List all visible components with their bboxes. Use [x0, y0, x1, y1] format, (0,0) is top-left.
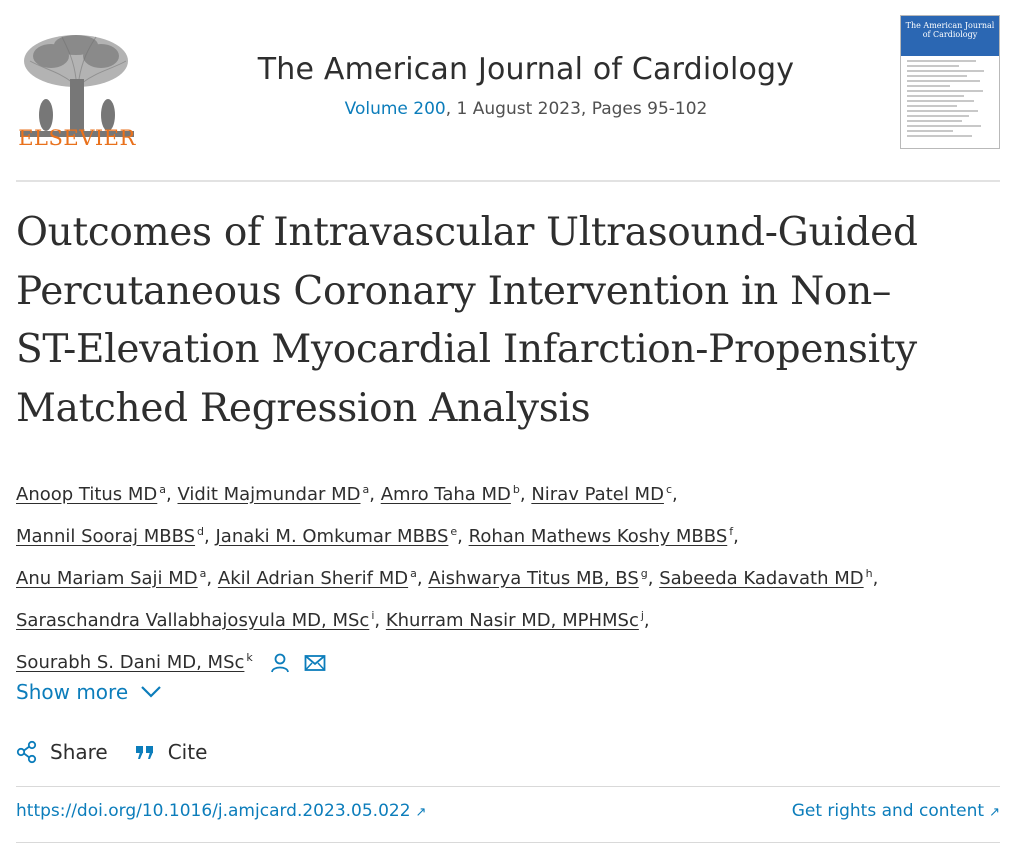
- doi-text: https://doi.org/10.1016/j.amjcard.2023.05.022: [16, 801, 411, 821]
- title-line: ST-Elevation Myocardial Infarction-Propensity: [16, 327, 917, 372]
- affiliation-marker[interactable]: b: [512, 483, 520, 496]
- author-link[interactable]: Sourabh S. Dani MD, MSc: [16, 652, 245, 673]
- cover-title: The American Journal of Cardiology: [905, 21, 995, 39]
- title-line: Percutaneous Coronary Intervention in Non–: [16, 268, 892, 314]
- author-link[interactable]: Anu Mariam Saji MD: [16, 568, 198, 589]
- author-link[interactable]: Anoop Titus MD: [16, 484, 158, 505]
- article-actions: [16, 740, 233, 764]
- affiliation-marker[interactable]: f: [729, 525, 734, 538]
- author-link[interactable]: Rohan Mathews Koshy MBBS: [468, 526, 728, 547]
- issue-details: , 1 August 2023, Pages 95-102: [445, 99, 708, 119]
- affiliation-marker[interactable]: a: [199, 567, 207, 580]
- footer-divider: [16, 842, 1000, 843]
- author-list: Anoop Titus MD $^a$, Vidit Majmundar MD $^a$, Amro Taha MD $^b$, Nirav Patel MD $^c$, Mannil Sooraj MBBS $^d$, Janaki M. Omkumar MBBS $^e$, Rohan Mathews Koshy MBBS $^f$, Anu Mariam Saji MD $^a$, Akil Adrian Sherif MD $^a$, Aishwarya Titus MB, BS $^g$, Sabeeda Kadavath MD $^h$, Saraschandra Vallabhajosyula MD, MSc $^i$, Khurram Nasir MD, MPHMSc $^j$, Sourabh S. Dani MD, MSc $^k$: [16, 483, 879, 673]
- external-link-icon: ↗: [989, 805, 1000, 820]
- volume-link[interactable]: Volume 200: [344, 99, 446, 119]
- rights-link[interactable]: [792, 801, 1000, 821]
- email-icon[interactable]: [304, 654, 326, 672]
- cite-button[interactable]: [134, 740, 208, 764]
- share-icon: [16, 740, 38, 764]
- affiliation-marker[interactable]: i: [371, 609, 375, 622]
- person-icon[interactable]: [269, 652, 291, 674]
- affiliation-marker[interactable]: j: [640, 609, 644, 622]
- author-link[interactable]: Vidit Majmundar MD: [177, 484, 361, 505]
- affiliation-marker[interactable]: h: [865, 567, 873, 580]
- external-link-icon: ↗: [415, 805, 427, 820]
- journal-title-link[interactable]: The American Journal of Cardiology: [257, 52, 795, 87]
- title-line: Matched Regression Analysis: [16, 385, 591, 431]
- share-label: Share: [50, 740, 108, 764]
- cover-banner: [901, 16, 999, 56]
- quote-icon: [134, 742, 156, 762]
- journal-cover-thumbnail[interactable]: [900, 15, 1000, 149]
- issue-info: [166, 99, 886, 119]
- journal-info: [166, 52, 886, 119]
- author-link[interactable]: Akil Adrian Sherif MD: [217, 568, 409, 589]
- author-link[interactable]: Amro Taha MD: [380, 484, 511, 505]
- affiliation-marker[interactable]: a: [159, 483, 167, 496]
- affiliation-marker[interactable]: k: [246, 651, 253, 664]
- doi-link[interactable]: [16, 801, 426, 821]
- affiliation-marker[interactable]: a: [410, 567, 417, 580]
- share-button[interactable]: [16, 740, 108, 764]
- author-link[interactable]: Aishwarya Titus MB, BS: [428, 568, 639, 589]
- affiliation-marker[interactable]: e: [450, 525, 458, 538]
- affiliation-marker[interactable]: c: [665, 483, 672, 496]
- header-divider: [16, 180, 1000, 182]
- show-more-button[interactable]: [16, 680, 162, 704]
- author-link[interactable]: Mannil Sooraj MBBS: [16, 526, 196, 547]
- rights-text: Get rights and content: [791, 801, 985, 821]
- affiliation-marker[interactable]: d: [197, 525, 205, 538]
- article-title: [16, 204, 1006, 438]
- elsevier-wordmark: ELSEVIER: [18, 126, 136, 150]
- author-link[interactable]: Khurram Nasir MD, MPHMSc: [385, 610, 639, 631]
- chevron-down-icon: [140, 685, 162, 699]
- cite-label: Cite: [167, 740, 208, 764]
- cover-contents: [907, 60, 993, 140]
- author-link[interactable]: Nirav Patel MD: [531, 484, 664, 505]
- author-link[interactable]: Sabeeda Kadavath MD: [659, 568, 864, 589]
- affiliation-marker[interactable]: a: [362, 483, 370, 496]
- links-divider: [16, 786, 1000, 787]
- author-link[interactable]: Saraschandra Vallabhajosyula MD, MSc: [16, 610, 370, 631]
- journal-header: [16, 12, 1000, 180]
- affiliation-marker[interactable]: g: [640, 567, 648, 580]
- title-line: Outcomes of Intravascular Ultrasound-Guided: [16, 210, 918, 255]
- show-more-label: Show more: [16, 680, 129, 704]
- author-link[interactable]: Janaki M. Omkumar MBBS: [215, 526, 449, 547]
